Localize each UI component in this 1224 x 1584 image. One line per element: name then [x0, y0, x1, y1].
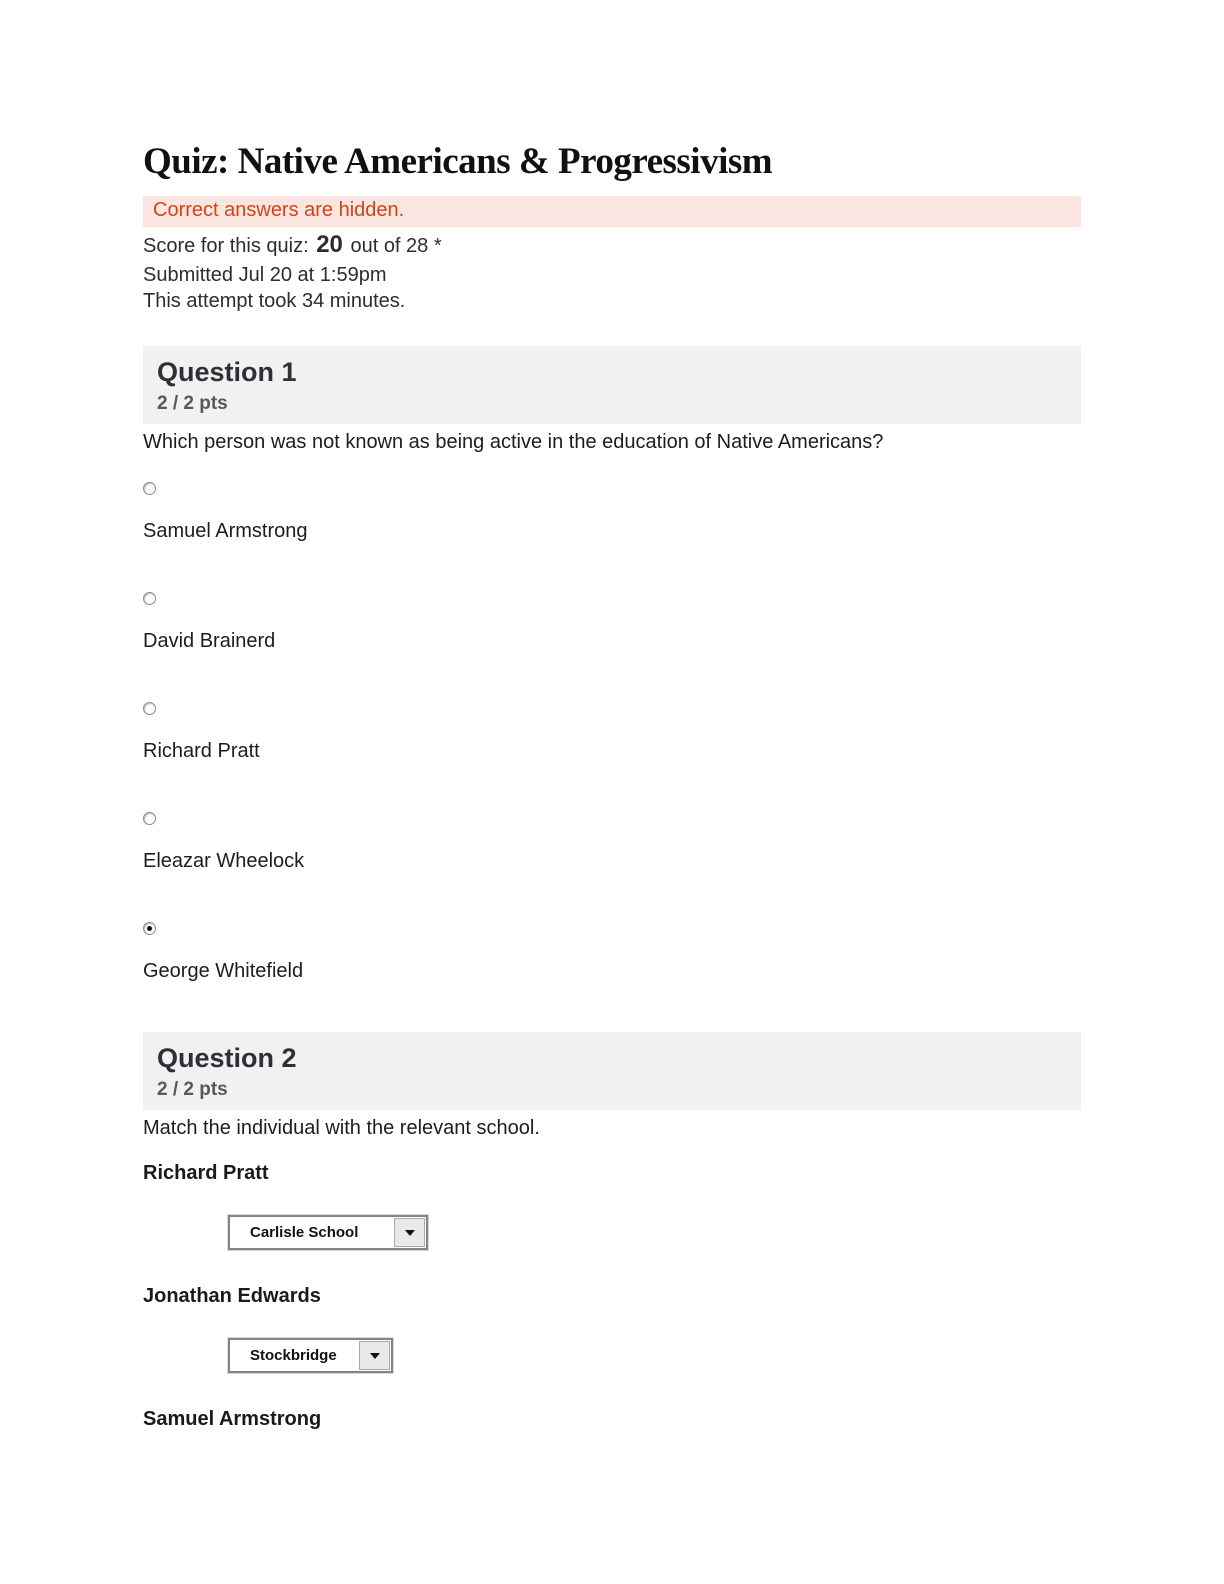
option-1-label: Samuel Armstrong [143, 520, 308, 542]
answer-option-1 [143, 482, 1081, 543]
question-1-title: Question 1 [157, 357, 297, 387]
question-1-prompt: Which person was not known as being active in the education of Native Americans? [143, 431, 884, 453]
question-2-prompt: Match the individual with the relevant school. [143, 1117, 540, 1139]
page-title: Quiz: Native Americans & Progressivism [143, 141, 773, 182]
radio-button-option-2[interactable] [143, 592, 156, 605]
match-item-1 [143, 1162, 1081, 1250]
answer-option-4 [143, 812, 1081, 873]
match-1-select[interactable] [228, 1215, 428, 1250]
correct-answers-hidden-banner [143, 196, 1081, 227]
score-line [143, 232, 1081, 259]
option-5-label: George Whitefield [143, 960, 304, 982]
score-prefix: Score for this quiz: [143, 235, 309, 257]
radio-button-option-4[interactable] [143, 812, 156, 825]
score-suffix: out of 28 * [350, 235, 442, 257]
radio-button-option-5[interactable] [143, 922, 156, 935]
option-3-label: Richard Pratt [143, 740, 260, 762]
match-item-2 [143, 1285, 1081, 1373]
match-2-select[interactable] [228, 1338, 393, 1373]
match-1-label: Richard Pratt [143, 1162, 269, 1184]
option-2-label: David Brainerd [143, 630, 276, 652]
score-value: 20 [316, 231, 343, 258]
match-item-3 [143, 1408, 1081, 1431]
option-4-label: Eleazar Wheelock [143, 850, 305, 872]
question-1 [143, 346, 1081, 983]
radio-button-option-1[interactable] [143, 482, 156, 495]
question-1-points: 2 / 2 pts [157, 393, 228, 414]
match-2-selected-value: Stockbridge [250, 1347, 337, 1364]
question-2-title: Question 2 [157, 1043, 297, 1073]
question-2 [143, 1032, 1081, 1431]
answer-option-3 [143, 702, 1081, 763]
radio-button-option-3[interactable] [143, 702, 156, 715]
question-2-points: 2 / 2 pts [157, 1079, 228, 1100]
quiz-results-page [143, 140, 1081, 1461]
question-2-header [143, 1032, 1081, 1110]
submitted-line: Submitted Jul 20 at 1:59pm [143, 264, 387, 286]
match-1-selected-value: Carlisle School [250, 1224, 359, 1241]
answer-option-5 [143, 922, 1081, 983]
match-2-label: Jonathan Edwards [143, 1285, 321, 1307]
question-1-header [143, 346, 1081, 424]
banner-text: Correct answers are hidden. [153, 199, 405, 221]
match-3-label: Samuel Armstrong [143, 1408, 322, 1430]
attempt-duration-line: This attempt took 34 minutes. [143, 290, 406, 312]
chevron-down-icon[interactable] [359, 1341, 390, 1370]
chevron-down-icon[interactable] [394, 1218, 425, 1247]
answer-option-2 [143, 592, 1081, 653]
